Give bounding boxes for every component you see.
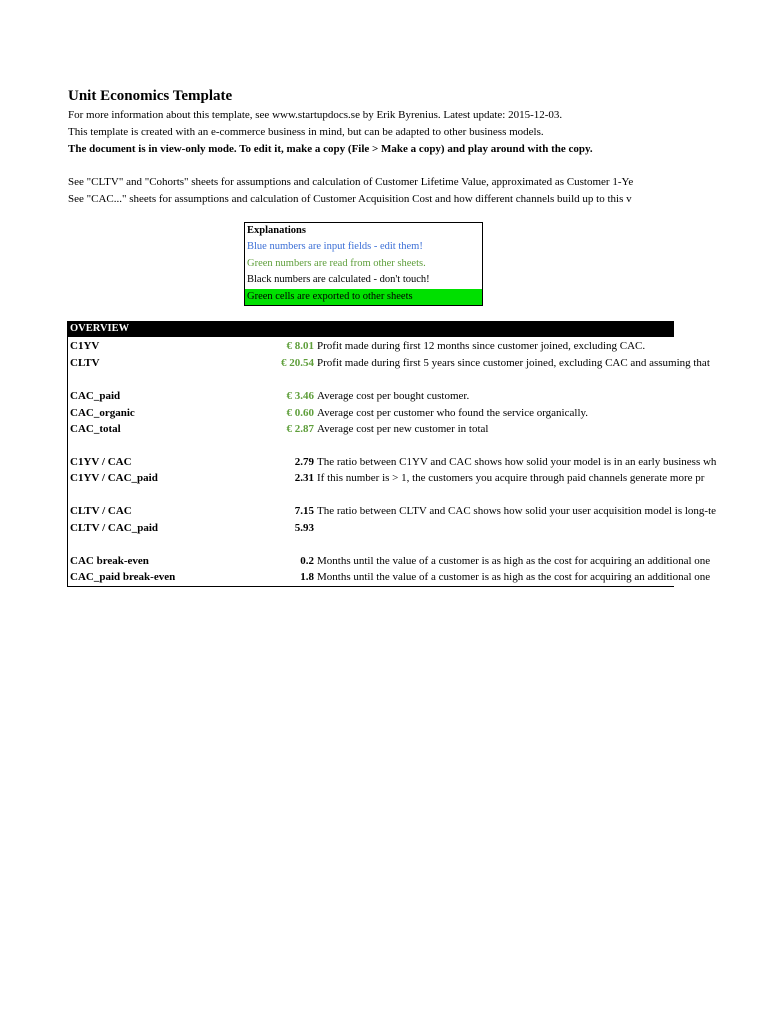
row-value[interactable]: 7.15 (294, 505, 314, 517)
row-label: CAC_organic (70, 407, 135, 419)
table-row[interactable] (68, 454, 768, 470)
table-row[interactable] (68, 388, 768, 404)
table-row[interactable] (68, 520, 768, 536)
row-label: C1YV (70, 340, 100, 352)
row-description: Months until the value of a customer is as high as the cost for acquiring an additional one (317, 555, 711, 567)
info-line-view-only: The document is in view-only mode. To edit it, make a copy (File > Make a copy) and play around with the copy. (68, 143, 593, 155)
row-value[interactable]: 0.2 (300, 555, 314, 567)
row-description: The ratio between C1YV and CAC shows how solid your model is in an early business wh (317, 456, 717, 468)
legend-heading: Explanations (247, 225, 306, 236)
table-row[interactable] (68, 503, 768, 519)
row-value[interactable]: € 0.60 (286, 407, 314, 419)
row-description: Average cost per bought customer. (317, 390, 470, 402)
row-value[interactable]: 5.93 (294, 522, 314, 534)
table-row[interactable] (68, 421, 768, 437)
explanations-legend (244, 222, 483, 306)
row-label: CLTV / CAC (70, 505, 132, 517)
row-label: CLTV (70, 357, 100, 369)
row-description: If this number is > 1, the customers you acquire through paid channels generate more pr (317, 472, 705, 484)
page-title: Unit Economics Template (68, 88, 233, 104)
info-line-source: For more information about this template, see www.startupdocs.se by Erik Byrenius. Latest update: 2015-12-03. (68, 109, 563, 121)
legend-blue-input: Blue numbers are input fields - edit them! (247, 241, 423, 253)
row-value[interactable]: € 20.54 (281, 357, 314, 369)
row-label: CAC break-even (70, 555, 149, 567)
row-description: Months until the value of a customer is as high as the cost for acquiring an additional one (317, 571, 711, 583)
table-row[interactable] (68, 553, 768, 569)
row-value[interactable]: € 2.87 (286, 423, 314, 435)
row-label: CLTV / CAC_paid (70, 522, 159, 534)
row-label: C1YV / CAC (70, 456, 132, 468)
table-row[interactable] (68, 338, 768, 354)
row-label: CAC_total (70, 423, 121, 435)
row-value[interactable]: € 3.46 (286, 390, 314, 402)
row-label: C1YV / CAC_paid (70, 472, 158, 484)
row-value[interactable]: 2.31 (294, 472, 314, 484)
row-description: Average cost per new customer in total (317, 423, 489, 435)
info-line-cltv-sheets: See "CLTV" and "Cohorts" sheets for assumptions and calculation of Customer Lifetime Value, approximated as Customer 1-Ye (68, 176, 634, 188)
row-value[interactable]: 2.79 (294, 456, 314, 468)
table-row[interactable] (68, 470, 768, 486)
overview-heading: OVERVIEW (68, 321, 674, 337)
row-label: CAC_paid (70, 390, 121, 402)
info-line-cac-sheets: See "CAC..." sheets for assumptions and calculation of Customer Acquisition Cost and how different channels build up to this v (68, 193, 632, 205)
row-description: Profit made during first 12 months since customer joined, excluding CAC. (317, 340, 646, 352)
row-description: Average cost per customer who found the service organically. (317, 407, 589, 419)
table-row[interactable] (68, 355, 768, 371)
info-line-purpose: This template is created with an e-commerce business in mind, but can be adapted to other business models. (68, 126, 544, 138)
row-description: The ratio between CLTV and CAC shows how solid your user acquisition model is long-te (317, 505, 717, 517)
legend-black-calculated: Black numbers are calculated - don't touch! (247, 274, 430, 286)
row-description: Profit made during first 5 years since customer joined, excluding CAC and assuming that (317, 357, 710, 369)
overview-table (67, 321, 717, 587)
row-value[interactable]: 1.8 (300, 571, 314, 583)
legend-green-export: Green cells are exported to other sheets (245, 289, 482, 305)
row-value[interactable]: € 8.01 (286, 340, 314, 352)
legend-green-read: Green numbers are read from other sheets. (247, 257, 426, 269)
table-row[interactable] (68, 569, 768, 585)
row-label: CAC_paid break-even (70, 571, 176, 583)
table-row[interactable] (68, 405, 768, 421)
